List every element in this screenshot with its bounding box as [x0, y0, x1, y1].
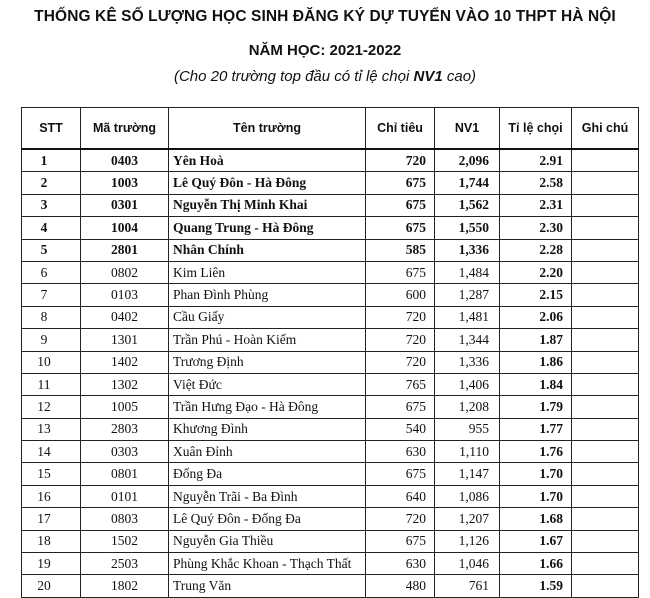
cell-ratio: 1.70 — [500, 485, 572, 507]
cell-note — [572, 441, 639, 463]
cell-ratio: 1.70 — [500, 463, 572, 485]
cell-note — [572, 351, 639, 373]
cell-nv1: 1,484 — [435, 261, 500, 283]
cell-stt: 17 — [22, 508, 81, 530]
cell-nv1: 761 — [435, 575, 500, 597]
cell-school-code: 0303 — [81, 441, 169, 463]
cell-stt: 18 — [22, 530, 81, 552]
cell-nv1: 1,110 — [435, 441, 500, 463]
cell-school-name: Việt Đức — [169, 373, 366, 395]
cell-school-code: 2803 — [81, 418, 169, 440]
table-row — [22, 441, 639, 463]
table-row — [22, 306, 639, 328]
cell-note — [572, 418, 639, 440]
header-code: Mã trường — [81, 108, 169, 150]
cell-school-name: Trần Hưng Đạo - Hà Đông — [169, 396, 366, 418]
table-row — [22, 239, 639, 261]
cell-note — [572, 149, 639, 172]
cell-note — [572, 261, 639, 283]
cell-quota: 675 — [366, 463, 435, 485]
cell-ratio: 2.28 — [500, 239, 572, 261]
cell-quota: 480 — [366, 575, 435, 597]
cell-school-name: Phan Đình Phùng — [169, 284, 366, 306]
cell-school-code: 1502 — [81, 530, 169, 552]
cell-nv1: 1,287 — [435, 284, 500, 306]
subtitle-suffix: cao) — [442, 68, 477, 85]
cell-stt: 8 — [22, 306, 81, 328]
cell-ratio: 2.20 — [500, 261, 572, 283]
cell-school-name: Nhân Chính — [169, 239, 366, 261]
cell-nv1: 1,208 — [435, 396, 500, 418]
table-row — [22, 329, 639, 351]
cell-ratio: 2.31 — [500, 194, 572, 216]
cell-ratio: 1.68 — [500, 508, 572, 530]
cell-note — [572, 239, 639, 261]
cell-school-code: 1302 — [81, 373, 169, 395]
header-nv1: NV1 — [435, 108, 500, 150]
cell-ratio: 2.06 — [500, 306, 572, 328]
cell-quota: 540 — [366, 418, 435, 440]
cell-nv1: 1,207 — [435, 508, 500, 530]
subtitle — [0, 68, 650, 85]
cell-school-name: Trần Phú - Hoàn Kiếm — [169, 329, 366, 351]
school-year: NĂM HỌC: 2021-2022 — [248, 42, 402, 59]
cell-ratio: 1.76 — [500, 441, 572, 463]
cell-stt: 16 — [22, 485, 81, 507]
cell-school-code: 1003 — [81, 172, 169, 194]
cell-quota: 675 — [366, 530, 435, 552]
cell-quota: 675 — [366, 172, 435, 194]
cell-quota: 720 — [366, 351, 435, 373]
cell-school-name: Cầu Giấy — [169, 306, 366, 328]
cell-quota: 720 — [366, 508, 435, 530]
cell-quota: 675 — [366, 217, 435, 239]
cell-ratio: 1.87 — [500, 329, 572, 351]
cell-school-code: 2503 — [81, 553, 169, 575]
cell-ratio: 1.84 — [500, 373, 572, 395]
cell-quota: 630 — [366, 441, 435, 463]
cell-stt: 11 — [22, 373, 81, 395]
document-title: THỐNG KÊ SỐ LƯỢNG HỌC SINH ĐĂNG KÝ DỰ TUYỂN VÀO 10 THPT HÀ NỘI — [34, 8, 616, 25]
cell-school-name: Nguyễn Gia Thiều — [169, 530, 366, 552]
cell-school-code: 0801 — [81, 463, 169, 485]
cell-note — [572, 485, 639, 507]
cell-school-name: Lê Quý Đôn - Đống Đa — [169, 508, 366, 530]
cell-ratio: 2.91 — [500, 149, 572, 172]
cell-stt: 1 — [22, 149, 81, 172]
cell-stt: 13 — [22, 418, 81, 440]
cell-quota: 585 — [366, 239, 435, 261]
cell-ratio: 2.30 — [500, 217, 572, 239]
cell-stt: 14 — [22, 441, 81, 463]
cell-school-name: Phùng Khắc Khoan - Thạch Thất — [169, 553, 366, 575]
table-header — [22, 108, 639, 150]
table-row — [22, 463, 639, 485]
cell-nv1: 1,550 — [435, 217, 500, 239]
cell-stt: 6 — [22, 261, 81, 283]
cell-note — [572, 553, 639, 575]
cell-school-code: 0802 — [81, 261, 169, 283]
cell-nv1: 1,147 — [435, 463, 500, 485]
cell-quota: 640 — [366, 485, 435, 507]
cell-stt: 19 — [22, 553, 81, 575]
cell-quota: 765 — [366, 373, 435, 395]
cell-school-code: 0403 — [81, 149, 169, 172]
table-row — [22, 485, 639, 507]
cell-school-name: Lê Quý Đôn - Hà Đông — [169, 172, 366, 194]
table-row — [22, 396, 639, 418]
schools-table — [21, 107, 639, 598]
cell-nv1: 1,336 — [435, 351, 500, 373]
cell-ratio: 1.66 — [500, 553, 572, 575]
cell-quota: 630 — [366, 553, 435, 575]
table-body — [22, 149, 639, 597]
table-row — [22, 575, 639, 597]
cell-note — [572, 530, 639, 552]
cell-stt: 9 — [22, 329, 81, 351]
header-stt: STT — [22, 108, 81, 150]
cell-school-code: 0101 — [81, 485, 169, 507]
cell-quota: 675 — [366, 261, 435, 283]
cell-note — [572, 396, 639, 418]
table-row — [22, 553, 639, 575]
cell-quota: 675 — [366, 194, 435, 216]
cell-school-code: 1301 — [81, 329, 169, 351]
cell-nv1: 2,096 — [435, 149, 500, 172]
cell-school-name: Khương Đình — [169, 418, 366, 440]
cell-ratio: 1.59 — [500, 575, 572, 597]
cell-quota: 720 — [366, 149, 435, 172]
cell-nv1: 1,481 — [435, 306, 500, 328]
cell-note — [572, 373, 639, 395]
cell-school-code: 0103 — [81, 284, 169, 306]
cell-school-name: Nguyễn Trãi - Ba Đình — [169, 485, 366, 507]
subtitle-highlight: NV1 — [413, 68, 443, 85]
table-row — [22, 530, 639, 552]
header-note: Ghi chú — [572, 108, 639, 150]
cell-ratio: 2.15 — [500, 284, 572, 306]
table-row — [22, 508, 639, 530]
cell-school-code: 1005 — [81, 396, 169, 418]
table-row — [22, 351, 639, 373]
table-row — [22, 149, 639, 172]
cell-note — [572, 217, 639, 239]
table-row — [22, 284, 639, 306]
cell-nv1: 1,406 — [435, 373, 500, 395]
cell-quota: 600 — [366, 284, 435, 306]
cell-nv1: 1,126 — [435, 530, 500, 552]
cell-note — [572, 463, 639, 485]
cell-stt: 4 — [22, 217, 81, 239]
table-row — [22, 418, 639, 440]
cell-note — [572, 194, 639, 216]
cell-nv1: 1,046 — [435, 553, 500, 575]
subtitle-prefix: (Cho 20 trường top đầu có tỉ lệ chọi — [173, 68, 414, 85]
cell-school-name: Yên Hoà — [169, 149, 366, 172]
table-row — [22, 373, 639, 395]
cell-note — [572, 508, 639, 530]
cell-nv1: 955 — [435, 418, 500, 440]
cell-stt: 10 — [22, 351, 81, 373]
cell-nv1: 1,344 — [435, 329, 500, 351]
header-ratio: Tỉ lệ chọi — [500, 108, 572, 150]
table-row — [22, 172, 639, 194]
cell-school-name: Quang Trung - Hà Đông — [169, 217, 366, 239]
cell-school-name: Xuân Đỉnh — [169, 441, 366, 463]
cell-stt: 5 — [22, 239, 81, 261]
cell-school-code: 1802 — [81, 575, 169, 597]
cell-stt: 12 — [22, 396, 81, 418]
cell-stt: 7 — [22, 284, 81, 306]
table-row — [22, 194, 639, 216]
cell-ratio: 2.58 — [500, 172, 572, 194]
header-quota: Chỉ tiêu — [366, 108, 435, 150]
table-row — [22, 217, 639, 239]
cell-school-name: Trung Văn — [169, 575, 366, 597]
cell-nv1: 1,562 — [435, 194, 500, 216]
cell-school-code: 1004 — [81, 217, 169, 239]
cell-note — [572, 284, 639, 306]
cell-note — [572, 575, 639, 597]
cell-school-name: Đống Đa — [169, 463, 366, 485]
cell-school-name: Kim Liên — [169, 261, 366, 283]
cell-quota: 720 — [366, 329, 435, 351]
cell-school-code: 2801 — [81, 239, 169, 261]
cell-note — [572, 306, 639, 328]
cell-stt: 3 — [22, 194, 81, 216]
cell-school-code: 0301 — [81, 194, 169, 216]
cell-note — [572, 329, 639, 351]
cell-school-name: Nguyễn Thị Minh Khai — [169, 194, 366, 216]
table-row — [22, 261, 639, 283]
cell-nv1: 1,086 — [435, 485, 500, 507]
cell-ratio: 1.86 — [500, 351, 572, 373]
cell-quota: 720 — [366, 306, 435, 328]
cell-school-code: 0402 — [81, 306, 169, 328]
header-name: Tên trường — [169, 108, 366, 150]
cell-nv1: 1,336 — [435, 239, 500, 261]
cell-school-code: 0803 — [81, 508, 169, 530]
cell-ratio: 1.77 — [500, 418, 572, 440]
cell-stt: 2 — [22, 172, 81, 194]
cell-school-code: 1402 — [81, 351, 169, 373]
cell-stt: 20 — [22, 575, 81, 597]
cell-nv1: 1,744 — [435, 172, 500, 194]
cell-note — [572, 172, 639, 194]
cell-ratio: 1.79 — [500, 396, 572, 418]
cell-school-name: Trương Định — [169, 351, 366, 373]
cell-quota: 675 — [366, 396, 435, 418]
cell-stt: 15 — [22, 463, 81, 485]
cell-ratio: 1.67 — [500, 530, 572, 552]
